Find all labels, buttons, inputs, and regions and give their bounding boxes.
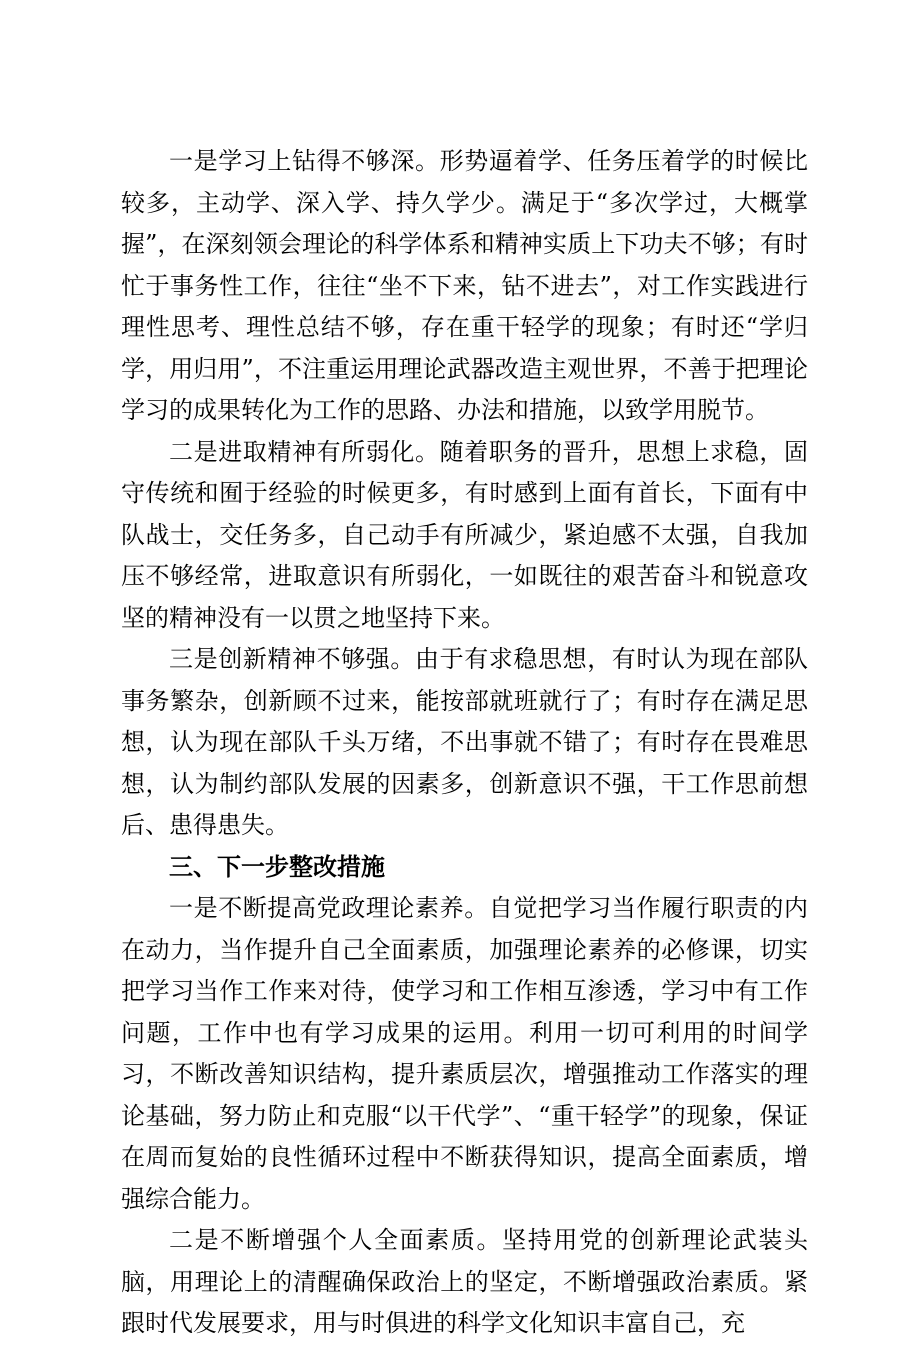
- paragraph-study: 一是学习上钻得不够深。形势逼着学、任务压着学的时候比较多，主动学、深入学、持久学少。满足于“多次学过，大概掌握”，在深刻领会理论的科学体系和精神实质上下功夫不够；有时忙于事务性工作，往往“坐不下来，钻不进去”，对工作实践进行理性思考、理性总结不够，存在重干轻学的现象；有时还“学归学，用归用”，不注重运用理论武器改造主观世界，不善于把理论学习的成果转化为工作的思路、办法和措施，以致学用脱节。: [121, 147, 808, 424]
- section-heading: 三、下一步整改措施: [169, 852, 385, 881]
- paragraph-innovation: 三是创新精神不够强。由于有求稳思想，有时认为现在部队事务繁杂，创新顾不过来，能按部就班就行了；有时存在满足思想，认为现在部队千头万绪，不出事就不错了；有时存在畏难思想，认为制约部队发展的因素多，创新意识不强，干工作思前想后、患得患失。: [121, 645, 808, 839]
- document-body: [121, 141, 808, 1345]
- paragraph-theory: 一是不断提高党政理论素养。自觉把学习当作履行职责的内在动力，当作提升自己全面素质，加强理论素养的必修课，切实把学习当作工作来对待，使学习和工作相互渗透，学习中有工作问题，工作中也有学习成果的运用。利用一切可利用的时间学习，不断改善知识结构，提升素质层次，增强推动工作落实的理论基础，努力防止和克服“以干代学”、“重干轻学”的现象，保证在周而复始的良性循环过程中不断获得知识，提高全面素质，增强综合能力。: [121, 894, 808, 1213]
- paragraph-enterprise: 二是进取精神有所弱化。随着职务的晋升，思想上求稳，固守传统和囿于经验的时候更多，有时感到上面有首长，下面有中队战士，交任务多，自己动手有所减少，紧迫感不太强，自我加压不够经常，进取意识有所弱化，一如既往的艰苦奋斗和锐意攻坚的精神没有一以贯之地坚持下来。: [121, 437, 808, 632]
- paragraph-quality: 二是不断增强个人全面素质。坚持用党的创新理论武装头脑，用理论上的清醒确保政治上的坚定，不断增强政治素质。紧跟时代发展要求，用与时俱进的科学文化知识丰富自己，充: [121, 1226, 808, 1337]
